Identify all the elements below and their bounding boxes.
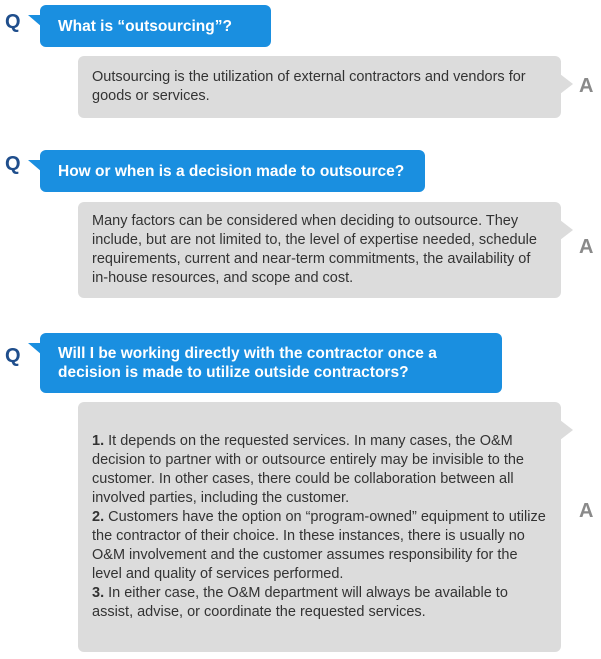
question-text-3: Will I be working directly with the contractor once a decision is made to utilize outside contractors? xyxy=(58,345,437,381)
question-bubble-2 xyxy=(40,150,425,192)
answer-bubble-2 xyxy=(78,202,561,298)
item-text: Customers have the option on “program-owned” equipment to utilize the contractor of their choice. In these instances, there is usually no O&M involvement and the customer assumes responsibility for the level and quality of services performed. xyxy=(92,509,546,582)
question-text-1: What is “outsourcing”? xyxy=(58,17,232,35)
answer-text-1: Outsourcing is the utilization of external contractors and vendors for goods or services. xyxy=(92,69,526,104)
item-text: In either case, the O&M department will always be available to assist, advise, or coordinate the requested services. xyxy=(92,585,508,620)
answer-bubble-3 xyxy=(78,402,561,652)
answer-marker: A xyxy=(579,500,594,522)
answer-bubble-1 xyxy=(78,56,561,118)
question-text-2: How or when is a decision made to outsource? xyxy=(58,162,405,180)
answer-item-2 xyxy=(92,508,547,584)
question-bubble-1 xyxy=(40,5,271,47)
item-number: 3. xyxy=(92,585,105,601)
question-marker: Q xyxy=(5,153,21,175)
question-marker: Q xyxy=(5,345,21,367)
answer-list-3 xyxy=(92,432,547,622)
item-number: 1. xyxy=(92,433,105,449)
question-marker: Q xyxy=(5,11,21,33)
answer-item-3 xyxy=(92,584,547,622)
item-number: 2. xyxy=(92,509,105,525)
answer-marker: A xyxy=(579,236,594,258)
question-bubble-3 xyxy=(40,333,502,393)
answer-item-1 xyxy=(92,432,547,508)
answer-text-2: Many factors can be considered when deciding to outsource. They include, but are not limited to, the level of expertise needed, schedule requirements, current and near-term commitments, the availability of in-house resources, and scope and cost. xyxy=(92,213,537,286)
item-text: It depends on the requested services. In many cases, the O&M decision to partner with or outsource entirely may be invisible to the customer. In other cases, there could be collaboration between all involved parties, including the customer. xyxy=(92,433,524,506)
answer-marker: A xyxy=(579,75,594,97)
